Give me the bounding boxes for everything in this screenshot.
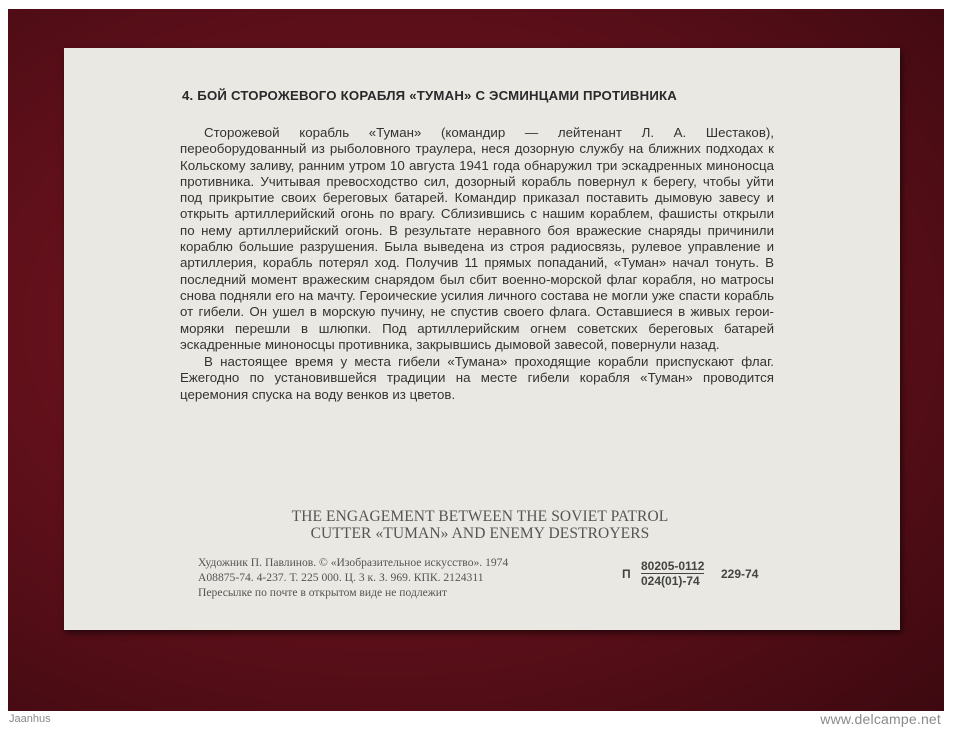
english-title [200, 508, 760, 542]
publisher-credits [198, 556, 508, 600]
credits-line-3: Пересылке по почте в открытом виде не подлежит [198, 585, 448, 599]
paragraph-2: В настоящее время у места гибели «Тумана» проходящие корабли приспускают флаг. Ежегодно по установившейся традиции на месте гибели корабля «Туман» проводится церемония спуска на воду венков из цветов. [180, 354, 774, 402]
paragraph-1: Сторожевой корабль «Туман» (командир — лейтенант Л. А. Шестаков), переоборудованный из рыболовного траулера, неся дозорную службу на ближних подходах к Кольскому заливу, ранним утром 10 августа 1941 года обнаружил три эскадренных миноносца противника. Учитывая превосходство сил, дозорный корабль повернул к берегу, чтобы уйти под прикрытие своих береговых батарей. Командир приказал поставить дымовую завесу и открыть артиллерийский огонь по врагу. Сблизившись с нашим кораблем, фашисты открыли по нему артиллерийский огонь. В результате неравного боя вражеские снаряды причинили кораблю большие разрушения. Была выведена из строя радиосвязь, рулевое управление и артиллерия, корабль потерял ход. Получив 11 прямых попаданий, «Туман» начал тонуть. В последний момент вражеским снарядом был сбит военно-морской флаг корабля, но матросы снова подняли его на мачту. Героические усилия личного состава не могли уже спасти корабль от гибели. Он ушел в морскую пучину, не спустив своего флага. Оставшиеся в живых герои-моряки перешли в шлюпки. Под артиллерийским огнем советских береговых батарей эскадренные миноносцы противника, закрывшись дымовой завесой, повернули назад. [180, 125, 774, 352]
credits-line-1: Художник П. Павлинов. © «Изобразительное искусство». 1974 [198, 556, 509, 569]
price-denominator: 024(01)-74 [641, 574, 700, 588]
english-title-line-2: CUTTER «TUMAN» AND ENEMY DESTROYERS [310, 525, 650, 542]
price-code: 229-74 [721, 567, 759, 581]
watermark-right: www.delcampe.net [820, 711, 941, 727]
credits-line-2: А08875-74. 4-237. Т. 225 000. Ц. 3 к. З. 969. КПК. 2124311 [198, 570, 484, 584]
price-fraction [641, 559, 704, 588]
card-body-text [180, 125, 774, 403]
watermark-left: Jaanhus [9, 713, 51, 725]
price-numerator: 80205-0112 [641, 559, 705, 573]
card-title: 4. БОЙ СТОРОЖЕВОГО КОРАБЛЯ «ТУМАН» С ЭСМИНЦАМИ ПРОТИВНИКА [182, 88, 678, 103]
english-title-line-1: THE ENGAGEMENT BETWEEN THE SOVIET PATROL [291, 508, 669, 525]
price-letter: П [622, 567, 631, 581]
